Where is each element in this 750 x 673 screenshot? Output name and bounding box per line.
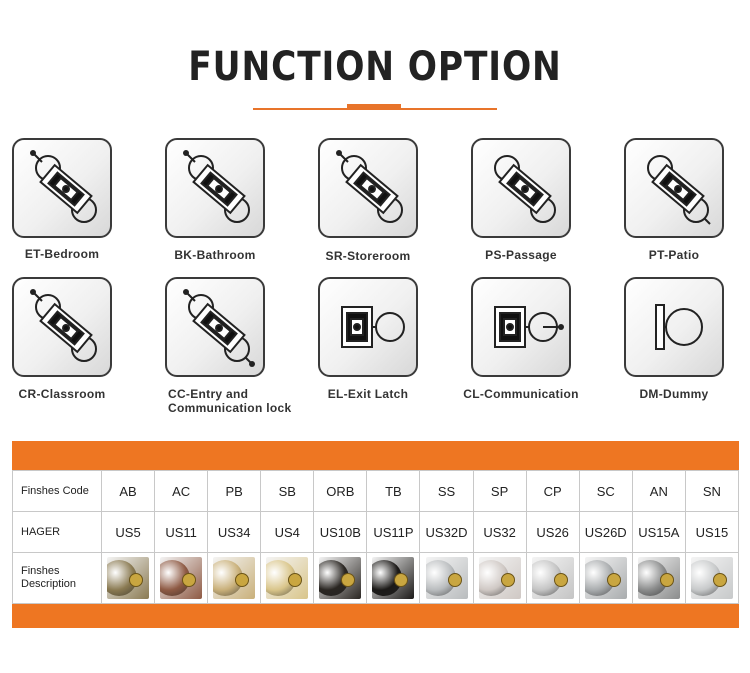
table-top-bar <box>12 441 739 471</box>
finish-swatch-cell <box>473 553 526 604</box>
finish-code-cell: SS <box>420 471 473 512</box>
hager-cell: US26 <box>526 512 579 553</box>
page-title: FUNCTION OPTION <box>188 44 562 90</box>
table-row-description <box>13 553 739 604</box>
finish-code-cell: SP <box>473 471 526 512</box>
finish-swatch-cell <box>367 553 420 604</box>
hager-cell: US11P <box>367 512 420 553</box>
finish-code-cell: PB <box>208 471 261 512</box>
function-label-et: ET-Bedroom <box>24 247 100 261</box>
finish-swatch-cell <box>420 553 473 604</box>
function-label-cc: CC-Entry and Communication lock <box>168 387 292 415</box>
finish-swatch-cell <box>155 553 208 604</box>
finishes-table <box>12 470 739 604</box>
dummy-knob-icon <box>624 277 724 377</box>
knob-finish-image <box>266 557 308 599</box>
finish-code-cell: SB <box>261 471 314 512</box>
hager-cell: US11 <box>155 512 208 553</box>
hager-cell: US4 <box>261 512 314 553</box>
hager-cell: US26D <box>579 512 632 553</box>
communication-lock-icon <box>471 277 571 377</box>
row-header: HAGER <box>13 512 102 553</box>
function-label-cl: CL-Communication <box>463 387 579 401</box>
row-header: Finshes Code <box>13 471 102 512</box>
knob-finish-image <box>372 557 414 599</box>
hager-cell: US5 <box>102 512 155 553</box>
knob-finish-image <box>213 557 255 599</box>
entry-communication-lock-icon <box>165 277 265 377</box>
function-label-cr: CR-Classroom <box>18 387 106 401</box>
finish-swatch-cell <box>102 553 155 604</box>
finish-swatch-cell <box>314 553 367 604</box>
function-label-el: EL-Exit Latch <box>327 387 409 401</box>
function-label-bk: BK-Bathroom <box>174 248 256 262</box>
patio-lock-icon <box>624 138 724 238</box>
finish-code-cell: AN <box>632 471 685 512</box>
finish-code-cell: CP <box>526 471 579 512</box>
hager-cell: US15 <box>685 512 738 553</box>
function-label-pt: PT-Patio <box>648 248 700 262</box>
finish-swatch-cell <box>261 553 314 604</box>
title-underline-accent <box>347 104 401 110</box>
knob-finish-image <box>160 557 202 599</box>
finish-swatch-cell <box>526 553 579 604</box>
passage-lock-icon <box>471 138 571 238</box>
hager-cell: US32 <box>473 512 526 553</box>
finish-swatch-cell <box>208 553 261 604</box>
finish-code-cell: AB <box>102 471 155 512</box>
table-row-finish-code <box>13 471 739 512</box>
function-label-dm: DM-Dummy <box>639 387 709 401</box>
exit-latch-icon <box>318 277 418 377</box>
knob-finish-image <box>691 557 733 599</box>
hager-cell: US32D <box>420 512 473 553</box>
storeroom-lock-icon <box>318 138 418 238</box>
hager-cell: US34 <box>208 512 261 553</box>
knob-finish-image <box>479 557 521 599</box>
hager-cell: US10B <box>314 512 367 553</box>
knob-finish-image <box>532 557 574 599</box>
function-label-ps: PS-Passage <box>485 248 557 262</box>
knob-finish-image <box>426 557 468 599</box>
table-row-hager <box>13 512 739 553</box>
finish-code-cell: SN <box>685 471 738 512</box>
bathroom-lock-icon <box>165 138 265 238</box>
finish-code-cell: TB <box>367 471 420 512</box>
knob-finish-image <box>107 557 149 599</box>
knob-finish-image <box>585 557 627 599</box>
finish-swatch-cell <box>579 553 632 604</box>
table-bottom-bar <box>12 604 739 628</box>
row-header: Finshes Description <box>13 553 102 604</box>
finish-swatch-cell <box>685 553 738 604</box>
function-label-sr: SR-Storeroom <box>325 249 411 263</box>
knob-finish-image <box>319 557 361 599</box>
bedroom-lock-icon <box>12 138 112 238</box>
finish-swatch-cell <box>632 553 685 604</box>
finish-code-cell: AC <box>155 471 208 512</box>
classroom-lock-icon <box>12 277 112 377</box>
finish-code-cell: SC <box>579 471 632 512</box>
knob-finish-image <box>638 557 680 599</box>
finish-code-cell: ORB <box>314 471 367 512</box>
hager-cell: US15A <box>632 512 685 553</box>
